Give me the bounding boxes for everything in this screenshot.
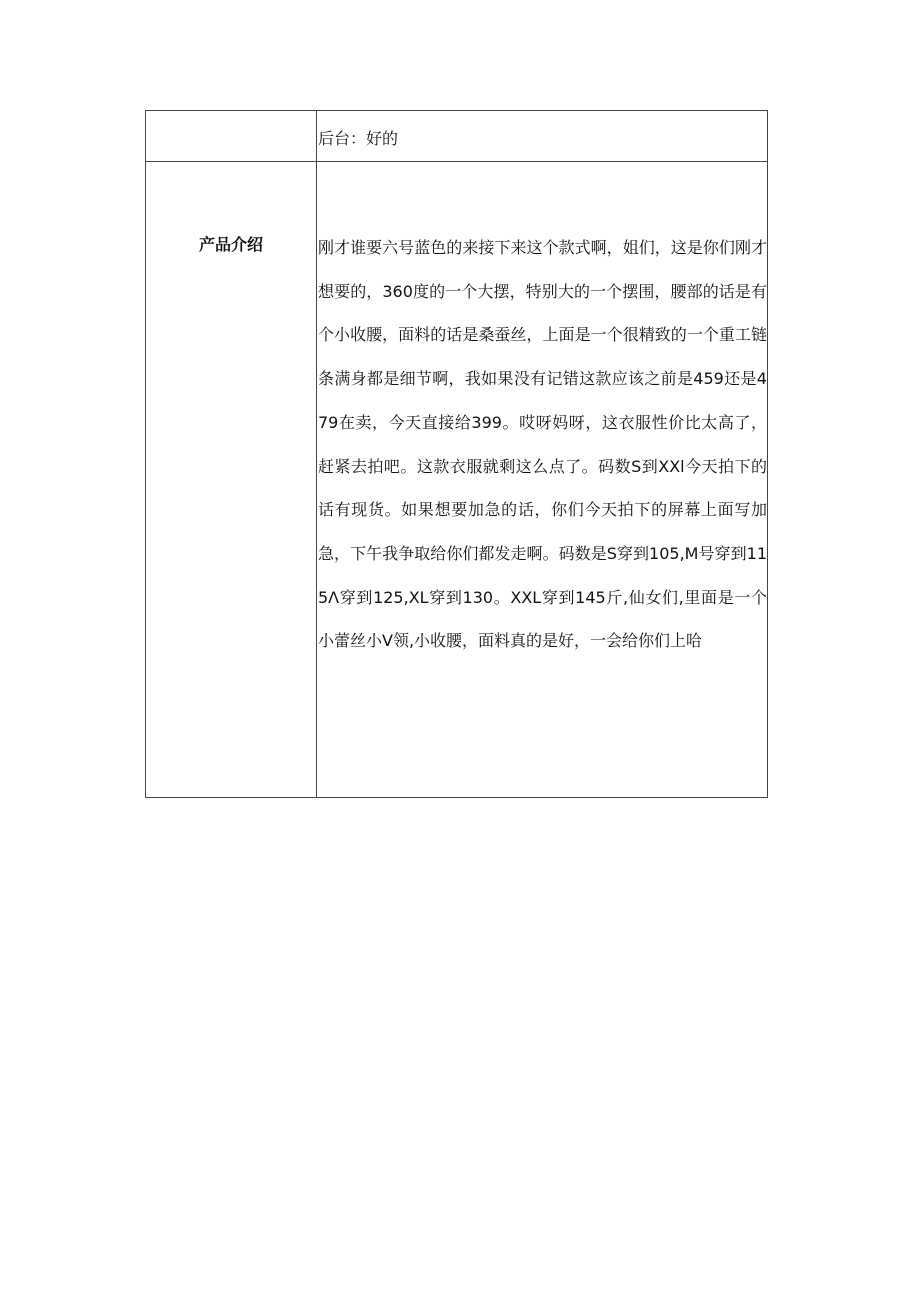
backend-reply-text: 后台：好的 xyxy=(318,129,399,148)
product-intro-label: 产品介绍 xyxy=(198,235,263,254)
row-label-cell xyxy=(146,111,317,162)
product-intro-text: 刚才谁要六号蓝色的来接下来这个款式啊，姐们，这是你们刚才想要的，360度的一个大摆，特别大的一个摆围，腰部的话是有个小收腰，面料的话是桑蚕丝，上面是一个很精致的一个重工链条满身都是细节啊，我如果没有记错这款应该之前是459还是479在卖，今天直接给399。哎呀妈呀，这衣服性价比太高了，赶紧去拍吧。这款衣服就剩这么点了。码数S到XXl今天拍下的话有现货。如果想要加急的话，你们今天拍下的屏幕上面写加急，下午我争取给你们都发走啊。码数是S穿到105,M号穿到115Λ穿到125,XL穿到130。XXL穿到145斤,仙女们,里面是一个小蕾丝小V领,小收腰，面料真的是好，一会给你们上哈 xyxy=(318,238,767,651)
row-content-cell xyxy=(317,162,768,798)
table-row xyxy=(146,162,768,798)
row-label-cell xyxy=(146,162,317,798)
row-content-cell xyxy=(317,111,768,162)
table-row xyxy=(146,111,768,162)
product-info-table xyxy=(145,110,768,798)
